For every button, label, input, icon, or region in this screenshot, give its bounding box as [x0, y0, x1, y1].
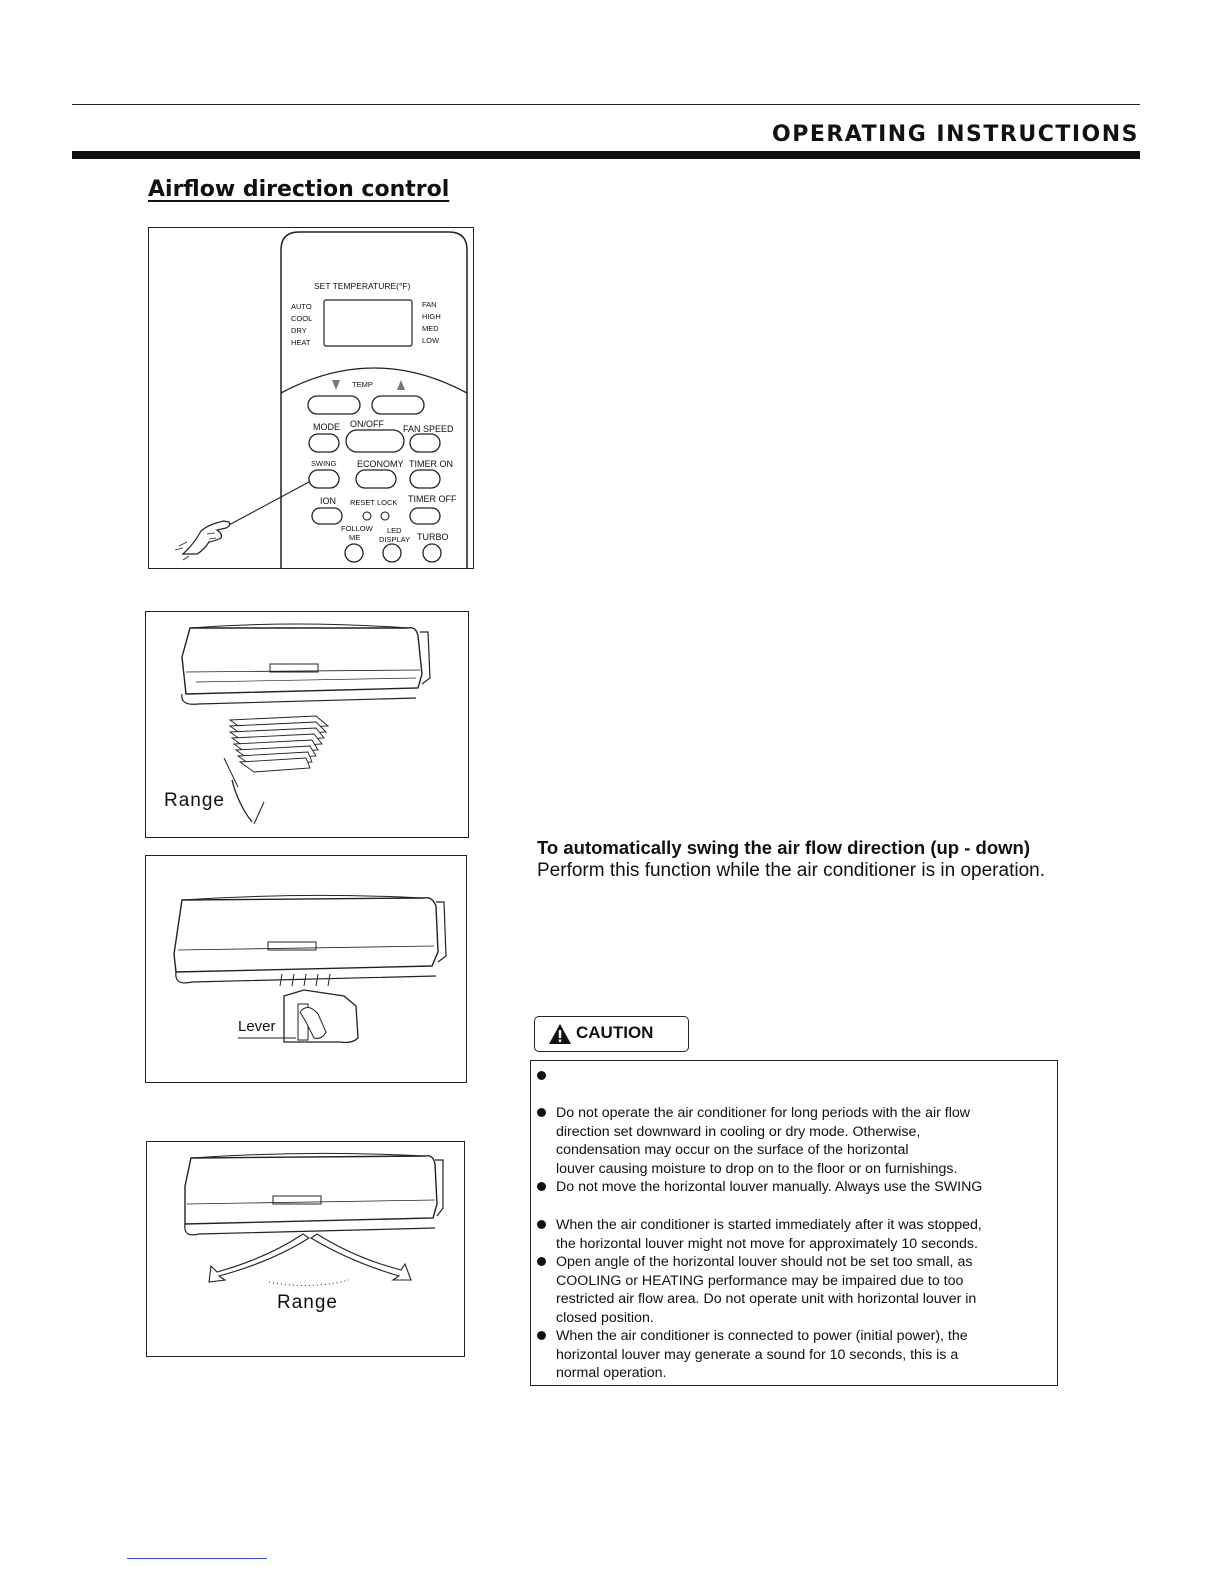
temp-down-icon — [332, 380, 340, 390]
caution-badge — [534, 1016, 689, 1052]
indoor-unit-horizontal-range-drawing — [147, 1142, 464, 1356]
fan-high-label: HIGH — [422, 312, 441, 321]
remote-control-figure — [148, 227, 474, 569]
mode-auto-label: AUTO — [291, 302, 312, 311]
turbo-button[interactable] — [423, 544, 441, 562]
on-off-button-label: ON/OFF — [350, 419, 384, 429]
pointing-hand-icon — [183, 521, 230, 554]
header-thick-rule — [72, 151, 1140, 159]
follow-me-label-line2: ME — [349, 533, 361, 542]
timer-off-button[interactable] — [410, 508, 440, 524]
range-label-vertical: Range — [164, 790, 225, 811]
temp-label: TEMP — [352, 380, 373, 389]
mode-button[interactable] — [309, 434, 339, 452]
ion-button[interactable] — [312, 508, 342, 524]
lever-figure — [145, 855, 467, 1083]
warning-triangle-icon — [548, 1023, 572, 1045]
indoor-unit-lever-drawing — [146, 856, 466, 1082]
range-label-horizontal: Range — [277, 1292, 338, 1313]
louver-range-figure — [145, 611, 469, 838]
bullet-icon — [537, 1220, 546, 1229]
fan-speed-button-label: FAN SPEED — [403, 424, 454, 434]
swing-button-label: SWING — [311, 459, 337, 468]
led-display-button[interactable] — [383, 544, 401, 562]
lock-hole[interactable] — [381, 512, 389, 520]
on-off-button[interactable] — [346, 430, 404, 452]
temp-up-icon — [397, 380, 405, 390]
footer-link-line — [127, 1558, 267, 1559]
fan-speed-button[interactable] — [410, 434, 440, 452]
temp-down-button[interactable] — [308, 396, 360, 414]
follow-me-button[interactable] — [345, 544, 363, 562]
fan-low-label: LOW — [422, 336, 440, 345]
timer-on-button-label: TIMER ON — [409, 459, 453, 469]
economy-button-label: ECONOMY — [357, 459, 404, 469]
fan-med-label: MED — [422, 324, 439, 333]
mode-button-label: MODE — [313, 422, 340, 432]
temp-up-button[interactable] — [372, 396, 424, 414]
page-header-title: OPERATING INSTRUCTIONS — [772, 122, 1139, 147]
bullet-icon — [537, 1108, 546, 1117]
set-temperature-label: SET TEMPERATURE(°F) — [314, 281, 411, 291]
caution-list: Do not operate the air conditioner for long periods with the air flow direction set downward in cooling or dry mode. Otherwise, condensation may occur on the surface of the horizontal louver causing moisture to drop on to the floor or on furnishings. Do not move the horizontal louver manually. Always use the SWING When the air conditioner is started immediately after it was stopped, the horizontal louver might not move for approximately 10 seconds. Open angle of the horizontal louver should not be set too small, as COOLING or HEATING performance may be impaired due to too restricted air flow area. Do not operate unit with horizontal louver in closed position. When the air conditioner is connected to power (initial power), the horizontal louver may generate a sound for 10 seconds, this is a normal operation. — [530, 1060, 1058, 1386]
header-thin-rule — [72, 104, 1140, 105]
mode-heat-label: HEAT — [291, 338, 311, 347]
timer-on-button[interactable] — [410, 470, 440, 488]
caution-item — [531, 1067, 1041, 1087]
bullet-icon — [537, 1182, 546, 1191]
lever-label: Lever — [238, 1018, 276, 1035]
section-title: Airflow direction control — [148, 177, 450, 202]
swing-subtext: Perform this function while the air conditioner is in operation. — [537, 860, 1045, 881]
reset-hole[interactable] — [363, 512, 371, 520]
swing-heading: To automatically swing the air flow direction (up - down) — [537, 837, 1031, 858]
mode-cool-label: COOL — [291, 314, 313, 323]
led-display-label-line1: LED — [387, 526, 402, 535]
bullet-icon — [537, 1071, 546, 1080]
swing-button[interactable] — [309, 470, 339, 488]
bullet-icon — [537, 1257, 546, 1266]
horizontal-range-figure — [146, 1141, 465, 1357]
ion-button-label: ION — [320, 496, 337, 506]
bullet-icon — [537, 1331, 546, 1340]
caution-label: CAUTION — [576, 1023, 654, 1042]
timer-off-button-label: TIMER OFF — [408, 494, 457, 504]
fan-label: FAN — [422, 300, 437, 309]
follow-me-label-line1: FOLLOW — [341, 524, 373, 533]
remote-control-drawing — [149, 228, 473, 568]
led-display-label-line2: DISPLAY — [379, 535, 411, 544]
economy-button[interactable] — [356, 470, 396, 488]
mode-dry-label: DRY — [291, 326, 307, 335]
turbo-button-label: TURBO — [417, 532, 449, 542]
reset-lock-label: RESET LOCK — [350, 498, 398, 507]
